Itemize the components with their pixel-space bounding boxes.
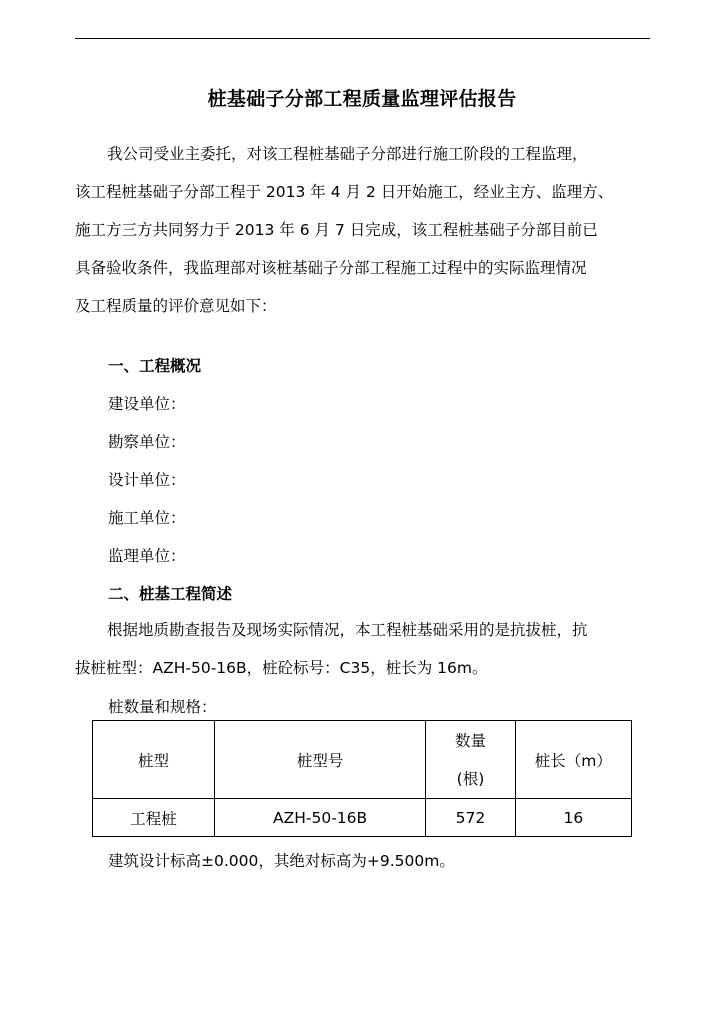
cell-pile-model: AZH-50-16B	[214, 799, 425, 837]
field-owner: 建设单位：	[108, 395, 186, 413]
intro-line: 具备验收条件，我监理部对该桩基础子分部工程施工过程中的实际监理情况	[75, 259, 587, 277]
header-count	[426, 721, 515, 799]
section-heading-overview: 一、工程概况	[108, 357, 202, 375]
table-row	[93, 799, 632, 837]
intro-paragraph	[75, 135, 655, 325]
header-pile-length: 桩长（m）	[515, 721, 631, 799]
table-caption: 桩数量和规格：	[108, 698, 217, 716]
section-heading-pile-summary: 二、桩基工程简述	[108, 585, 233, 603]
desc-line: 拔桩桩型：AZH-50-16B，桩砼标号：C35，桩长为 16m。	[75, 659, 488, 677]
header-pile-type: 桩型	[93, 721, 215, 799]
desc-line: 根据地质勘查报告及现场实际情况，本工程桩基础采用的是抗拔桩，抗	[107, 621, 588, 639]
field-supervision: 监理单位：	[108, 547, 186, 565]
elevation-note: 建筑设计标高±0.000，其绝对标高为+9.500m。	[108, 852, 455, 870]
header-pile-model: 桩型号	[214, 721, 425, 799]
pile-description	[75, 611, 655, 687]
document-title: 桩基础子分部工程质量监理评估报告	[207, 88, 517, 110]
intro-line: 施工方三方共同努力于 2013 年 6 月 7 日完成，该工程桩基础子分部目前已	[75, 221, 598, 239]
intro-line: 我公司受业主委托，对该工程桩基础子分部进行施工阶段的工程监理，	[107, 145, 588, 163]
cell-length: 16	[515, 799, 631, 837]
intro-line: 及工程质量的评价意见如下：	[75, 297, 277, 315]
field-construction: 施工单位：	[108, 509, 186, 527]
intro-line: 该工程桩基础子分部工程于 2013 年 4 月 2 日开始施工，经业主方、监理方、	[75, 183, 614, 201]
cell-pile-type: 工程桩	[93, 799, 215, 837]
table-header-row	[93, 721, 632, 799]
pile-spec-table	[92, 720, 632, 837]
field-design: 设计单位：	[108, 471, 186, 489]
field-survey: 勘察单位：	[108, 433, 186, 451]
header-rule	[75, 38, 650, 39]
header-count-label: 数量	[454, 731, 486, 750]
cell-count: 572	[426, 799, 515, 837]
header-count-unit: (根)	[456, 769, 485, 788]
